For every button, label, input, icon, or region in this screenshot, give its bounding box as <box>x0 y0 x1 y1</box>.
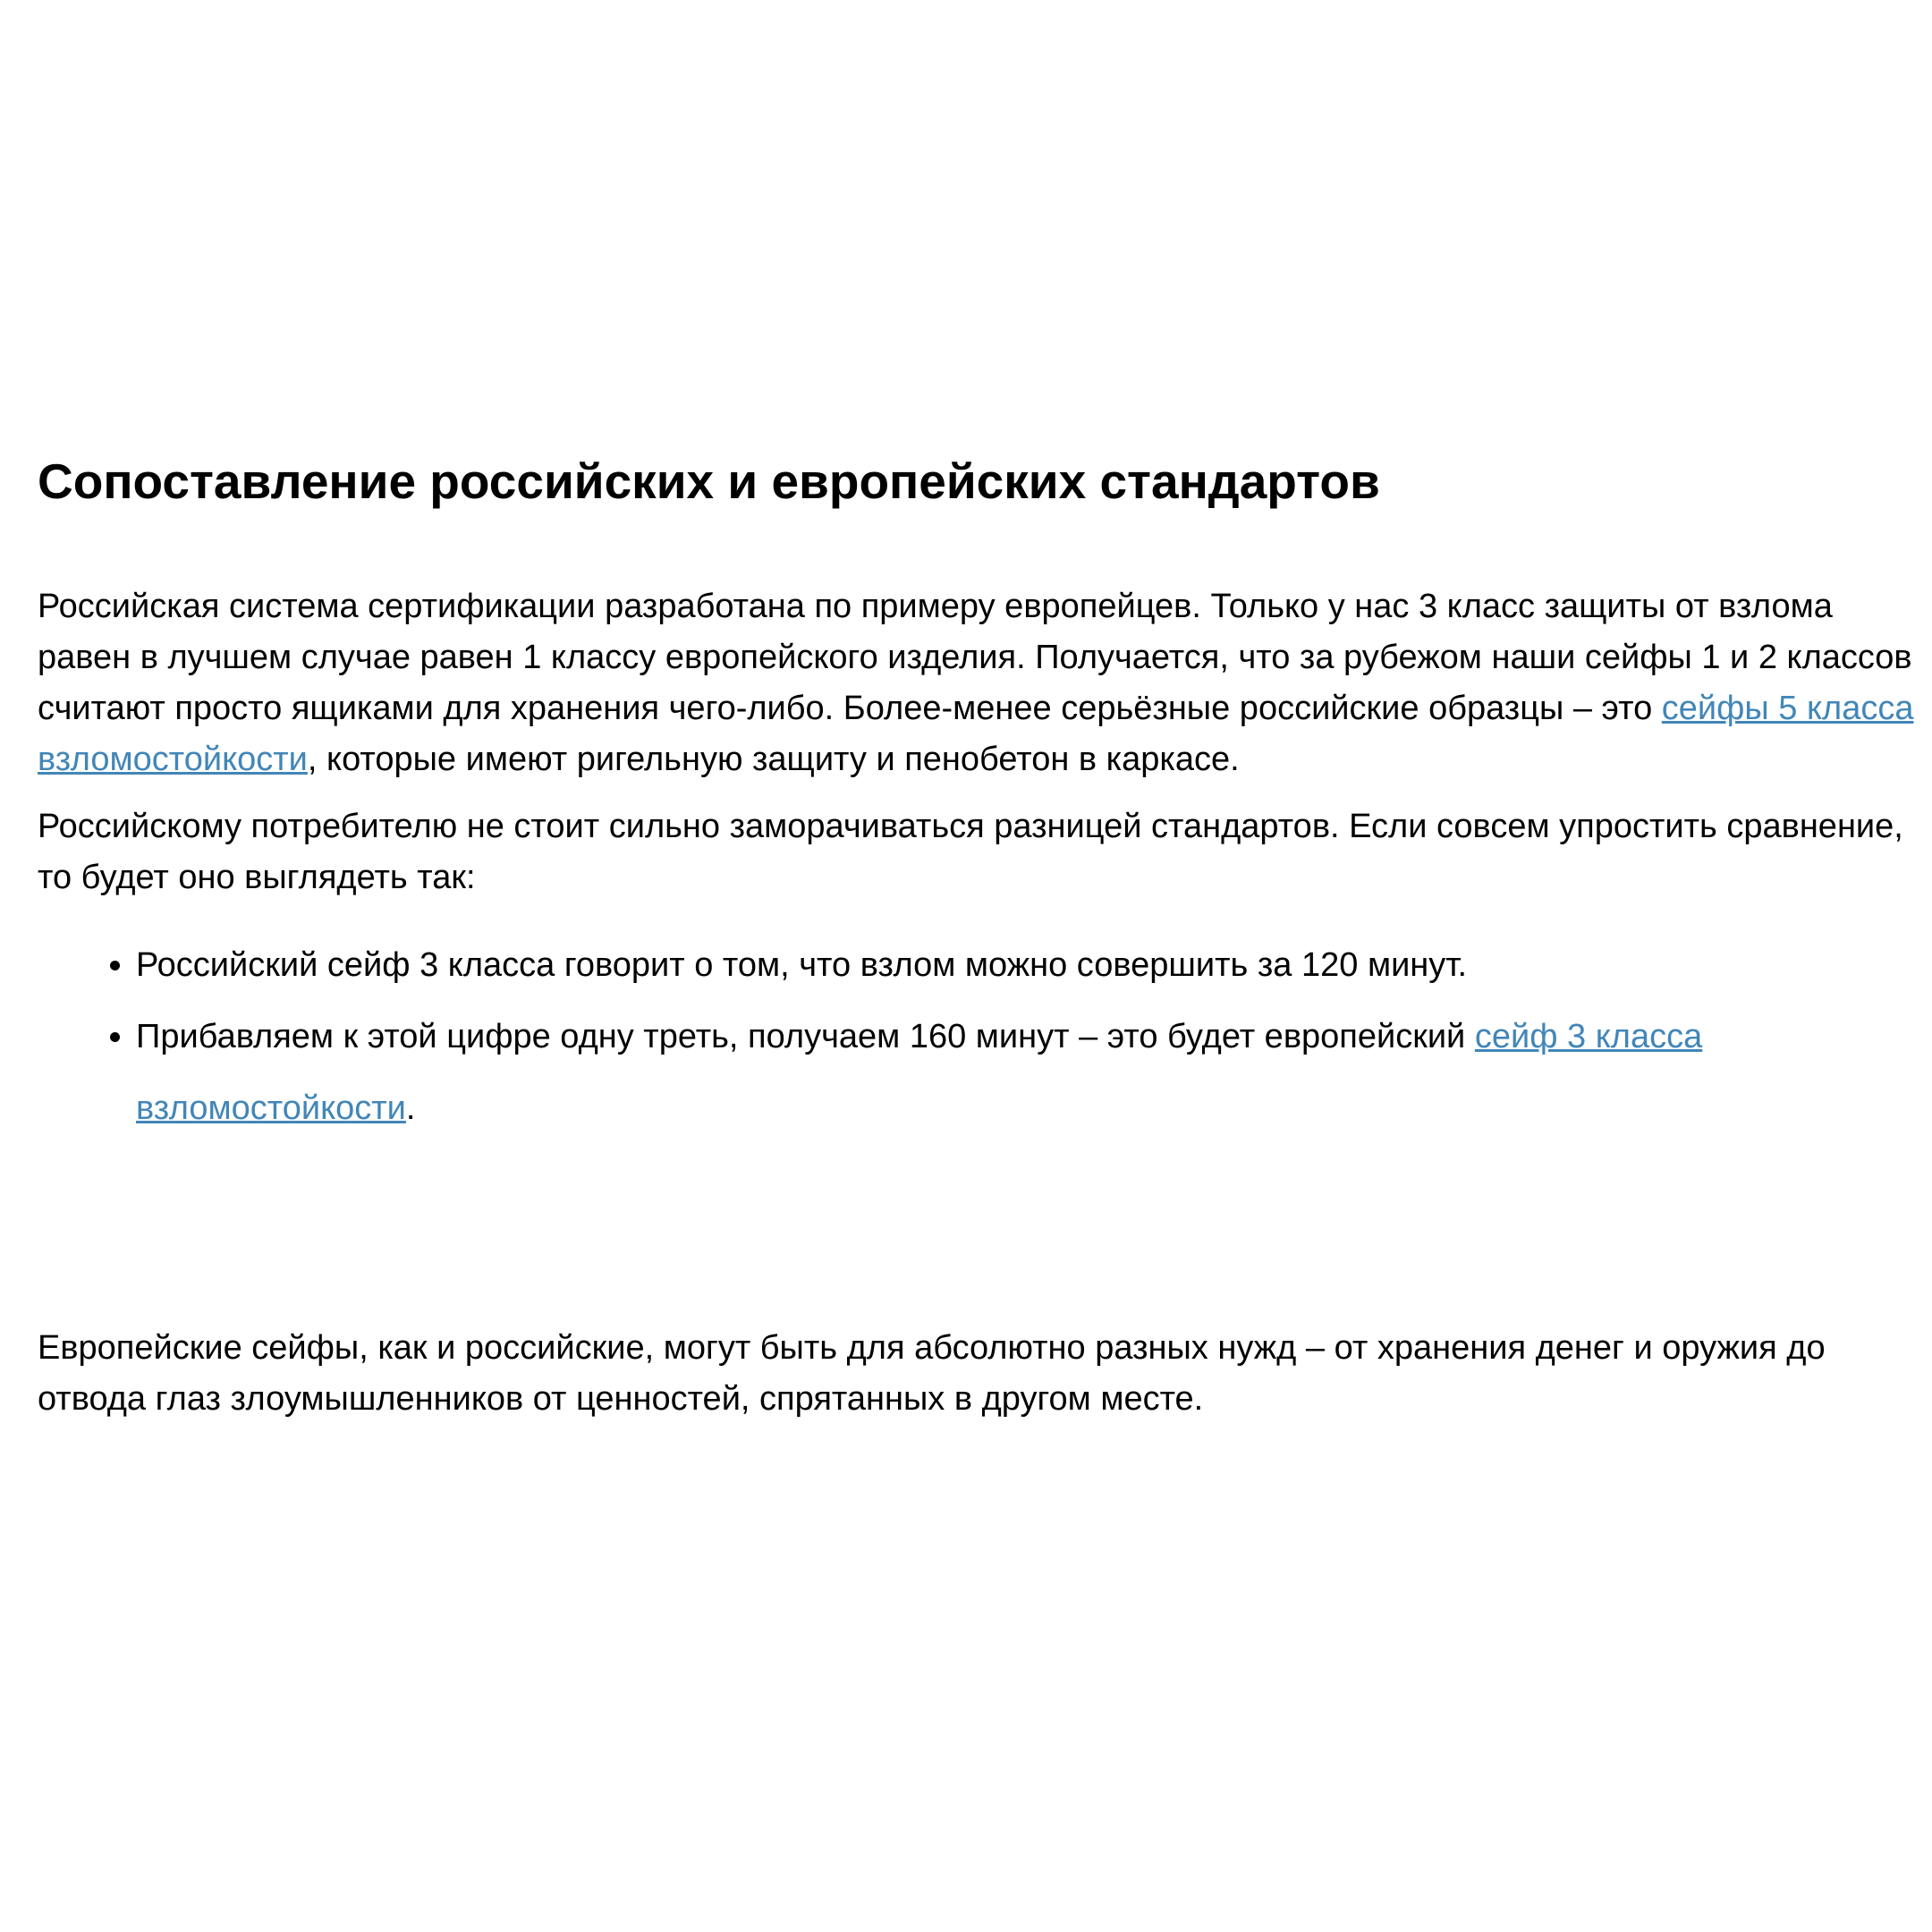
paragraph-certification-text: Российская система сертификации разработана по примеру европейцев. Только у нас 3 класс защиты от взлома равен в лучшем случае равен 1 классу европейского изделия. Получается, что за рубежом наши сейфы 1 и 2 классов считают просто ящиками для хранения чего-либо. Более-менее серьёзные российские образцы – это <box>38 588 1912 727</box>
paragraph-certification <box>38 581 1914 785</box>
list-item-european-safe <box>136 1001 1914 1144</box>
page-title: Сопоставление российских и европейских стандартов <box>38 453 1380 509</box>
paragraph-european-safes: Европейские сейфы, как и российские, могут быть для абсолютно разных нужд – от хранения денег и оружия до отвода глаз злоумышленников от ценностей, спрятанных в другом месте. <box>38 1329 1826 1418</box>
link-safe-class-3-burglary-resistance[interactable]: сейф 3 класса взломостойкости <box>136 1018 1703 1127</box>
paragraph-comparison: Российскому потребителю не стоит сильно заморачиваться разницей стандартов. Если совсем упростить сравнение, то будет оно выглядеть так: <box>38 808 1903 896</box>
list-item-russian-safe <box>136 929 1914 1001</box>
link-safes-class-5-burglary-resistance[interactable]: сейфы 5 класса взломостойкости <box>38 690 1914 778</box>
paragraph-certification-text-after-link: , которые имеют ригельную защиту и пенобетон в каркасе. <box>307 741 1240 778</box>
list-item-russian-safe-text: Российский сейф 3 класса говорит о том, что взлом можно совершить за 120 минут. <box>136 946 1468 984</box>
list-item-european-safe-text-after-link: . <box>405 1089 416 1127</box>
comparison-list <box>38 929 1914 1144</box>
article-body <box>38 452 1914 1425</box>
list-item-european-safe-text: Прибавляем к этой цифре одну треть, получаем 160 минут – это будет европейский <box>136 1018 1475 1055</box>
